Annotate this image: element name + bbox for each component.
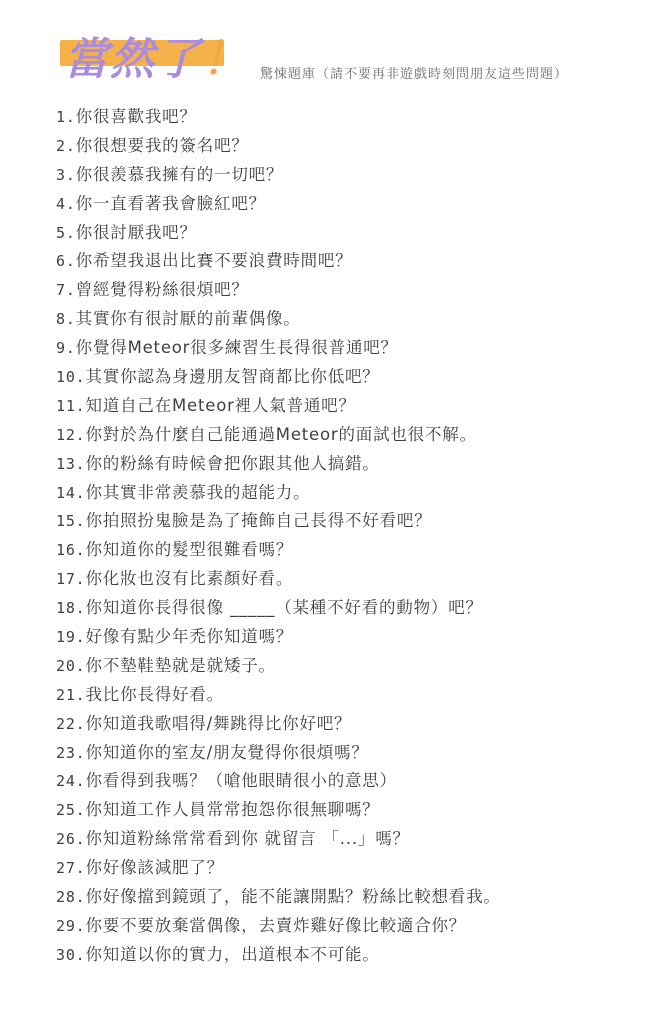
question-number: 9.	[56, 339, 76, 358]
question-text: 你知道我歌唱得/舞跳得比你好吧？	[85, 713, 352, 733]
title-text: 當然了	[64, 34, 202, 85]
question-item	[56, 161, 501, 190]
question-item	[56, 334, 501, 363]
question-number: 25.	[56, 801, 86, 820]
question-text: 你看得到我嗎？（嗆他眼睛很小的意思）	[85, 771, 397, 791]
question-item	[56, 132, 501, 161]
question-number: 11.	[56, 396, 86, 415]
question-text: 你拍照扮鬼臉是為了掩飾自己長得不好看吧？	[85, 511, 432, 531]
question-number: 30.	[56, 945, 86, 964]
question-text: 曾經覺得粉絲很煩吧？	[75, 280, 249, 300]
question-item	[56, 652, 501, 681]
question-number: 27.	[56, 859, 86, 878]
question-text: 其實你認為身邊朋友智商都比你低吧？	[85, 367, 380, 387]
question-number: 7.	[56, 281, 76, 300]
page-title	[64, 36, 248, 84]
question-item	[56, 565, 501, 594]
question-item	[56, 767, 501, 796]
question-item	[56, 710, 501, 739]
question-number: 22.	[56, 714, 86, 733]
question-number: 5.	[56, 223, 76, 242]
question-number: 1.	[56, 108, 76, 126]
question-text: 其實你有很討厭的前輩偶像。	[75, 309, 301, 329]
question-item	[56, 507, 501, 536]
question-text: 你好像擋到鏡頭了，能不能讓開點？粉絲比較想看我。	[85, 887, 501, 907]
question-number: 24.	[56, 772, 86, 791]
question-item	[56, 681, 501, 710]
question-text: 知道自己在Meteor裡人氣普通吧？	[85, 395, 356, 415]
question-number: 29.	[56, 916, 86, 935]
question-item	[56, 276, 501, 305]
question-text: 好像有點少年禿你知道嗎？	[85, 627, 294, 647]
question-item	[56, 594, 501, 623]
question-number: 19.	[56, 628, 86, 647]
question-item	[56, 190, 501, 219]
question-number: 2.	[56, 136, 76, 155]
question-text: 你對於為什麼自己能通過Meteor的面試也很不解。	[85, 424, 477, 444]
question-number: 28.	[56, 888, 86, 907]
header	[64, 36, 568, 84]
question-text: 我比你長得好看。	[85, 684, 224, 704]
question-text: 你很羨慕我擁有的一切吧？	[75, 164, 284, 184]
question-item	[56, 219, 501, 248]
question-text: 你好像該減肥了？	[85, 858, 224, 878]
question-text: 你覺得Meteor很多練習生長得很普通吧？	[75, 338, 398, 358]
question-text: 你知道工作人員常常抱怨你很無聊嗎？	[85, 800, 380, 820]
question-item	[56, 739, 501, 768]
question-number: 3.	[56, 165, 76, 184]
question-number: 18.	[56, 599, 86, 618]
question-number: 23.	[56, 743, 86, 762]
question-number: 12.	[56, 425, 86, 444]
question-item	[56, 363, 501, 392]
question-item	[56, 450, 501, 479]
question-item	[56, 623, 501, 652]
question-item	[56, 796, 501, 825]
question-list	[56, 103, 501, 970]
question-item	[56, 536, 501, 565]
question-text: 你不墊鞋墊就是就矮子。	[85, 655, 276, 675]
question-number: 15.	[56, 512, 86, 531]
question-number: 21.	[56, 685, 86, 704]
question-text: 你要不要放棄當偶像，去賣炸雞好像比較適合你？	[85, 915, 467, 935]
question-number: 17.	[56, 570, 86, 589]
question-item	[56, 941, 501, 970]
page-subtitle: 驚悚題庫（請不要再非遊戲時刻問朋友這些問題）	[260, 67, 569, 82]
question-text: 你知道你的髮型很難看嗎？	[85, 540, 294, 560]
question-number: 13.	[56, 454, 86, 473]
question-number: 26.	[56, 830, 86, 849]
question-text: 你知道你的室友/朋友覺得你很煩嗎？	[85, 742, 369, 762]
question-item	[56, 421, 501, 450]
question-text: 你知道以你的實力，出道根本不可能。	[85, 944, 380, 964]
question-number: 16.	[56, 541, 86, 560]
question-text: 你很討厭我吧？	[75, 222, 197, 242]
question-item	[56, 825, 501, 854]
question-text: 你的粉絲有時候會把你跟其他人搞錯。	[85, 453, 380, 473]
question-item	[56, 305, 501, 334]
question-item	[56, 912, 501, 941]
question-number: 14.	[56, 483, 86, 502]
question-number: 8.	[56, 310, 76, 329]
question-text: 你知道粉絲常常看到你 就留言 「...」嗎？	[85, 829, 410, 849]
question-text: 你化妝也沒有比素顏好看。	[85, 569, 294, 589]
question-text: 你希望我退出比賽不要浪費時間吧？	[75, 251, 353, 271]
question-item	[56, 103, 501, 132]
question-number: 10.	[56, 368, 86, 387]
title-exclamation: ！	[202, 34, 248, 85]
question-item	[56, 247, 501, 276]
question-text: 你其實非常羨慕我的超能力。	[85, 482, 311, 502]
question-number: 6.	[56, 252, 76, 271]
question-text: 你很想要我的簽名吧？	[75, 135, 249, 155]
question-text: 你知道你長得很像 _____（某種不好看的動物）吧？	[85, 598, 483, 618]
question-number: 4.	[56, 194, 76, 213]
question-item	[56, 479, 501, 508]
question-item	[56, 883, 501, 912]
question-text: 你一直看著我會臉紅吧？	[75, 193, 266, 213]
question-item	[56, 392, 501, 421]
question-text: 你很喜歡我吧？	[75, 107, 197, 126]
question-number: 20.	[56, 656, 86, 675]
question-item	[56, 854, 501, 883]
